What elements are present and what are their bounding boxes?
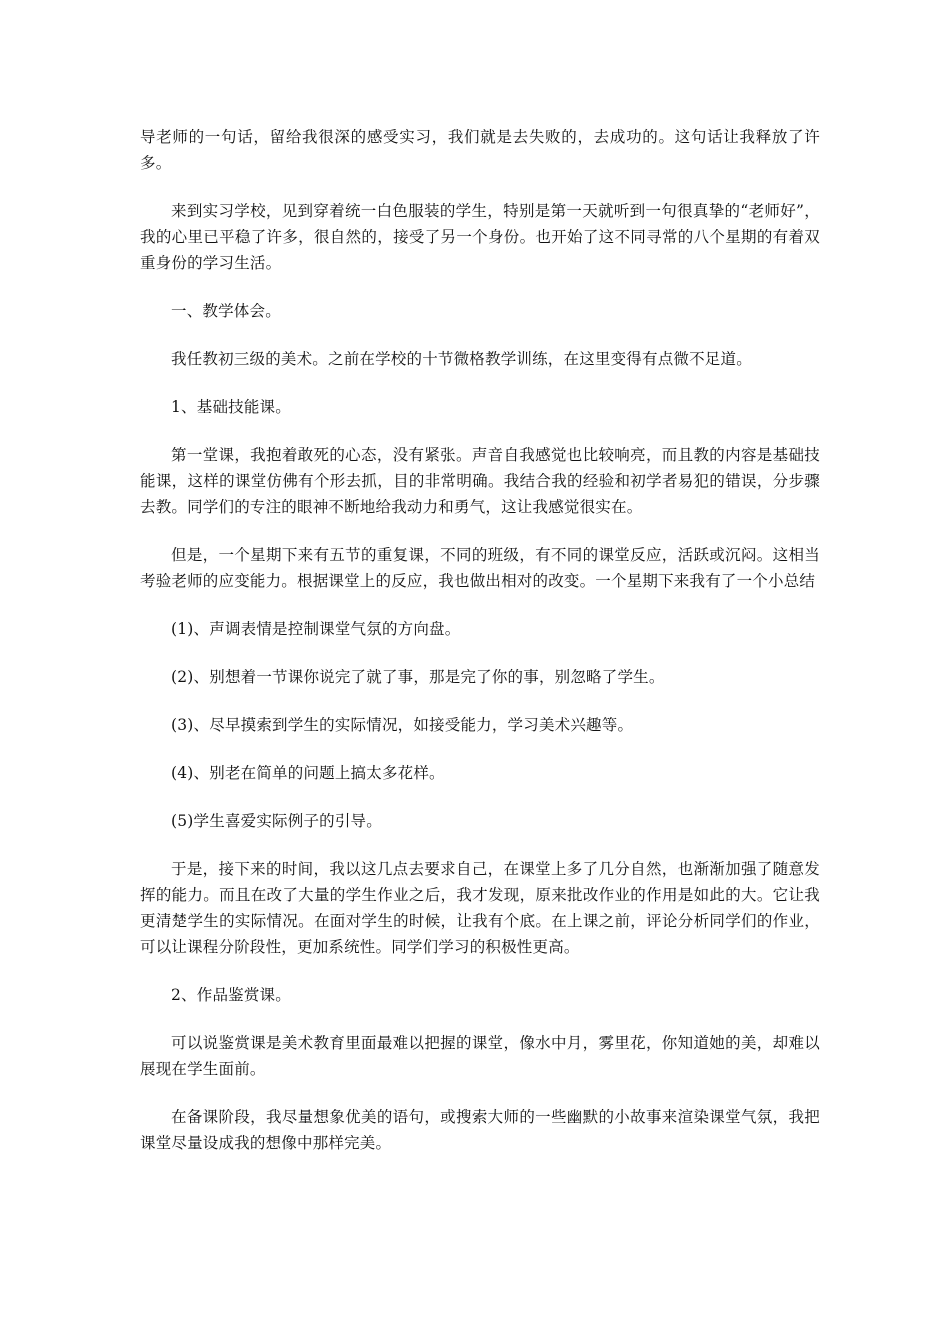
paragraph-afterwards: 于是，接下来的时间，我以这几点去要求自己，在课堂上多了几分自然，也渐渐加强了随意发挥的能力。而且在改了大量的学生作业之后，我才发现，原来批改作业的作用是如此的大。它让我更清楚学生的实际情况。在面对学生的时候，让我有个底。在上课之前，评论分析同学们的作业，可以让课程分阶段性，更加系统性。同学们学习的积极性更高。 [140,860,820,956]
paragraph-appreciation-difficulty: 可以说鉴赏课是美术教育里面最难以把握的课堂，像水中月，雾里花，你知道她的美，却难以展现在学生面前。 [140,1034,820,1078]
summary-item-3: (3)、尽早摸索到学生的实际情况，如接受能力，学习美术兴趣等。 [171,716,634,734]
section-heading-teaching: 一、教学体会。 [171,302,281,320]
paragraph-intro: 导老师的一句话，留给我很深的感受实习，我们就是去失败的，去成功的。这句话让我释放了许多。 [140,128,820,172]
paragraph-arrival: 来到实习学校，见到穿着统一白色服装的学生，特别是第一天就听到一句很真挚的“老师好”，我的心里已平稳了许多，很自然的，接受了另一个身份。也开始了这不同寻常的八个星期的有着双重身份的学习生活。 [140,202,820,272]
paragraph-repeat-classes: 但是，一个星期下来有五节的重复课，不同的班级，有不同的课堂反应，活跃或沉闷。这相当考验老师的应变能力。根据课堂上的反应，我也做出相对的改变。一个星期下来我有了一个小总结 [140,546,820,590]
subsection-heading-basic-skills: 1、基础技能课。 [171,398,291,416]
paragraph-first-class: 第一堂课，我抱着敢死的心态，没有紧张。声音自我感觉也比较响亮，而且教的内容是基础技能课，这样的课堂仿佛有个形去抓，目的非常明确。我结合我的经验和初学者易犯的错误，分步骤去教。同学们的专注的眼神不断地给我动力和勇气，这让我感觉很实在。 [140,446,820,516]
document-body [140,124,820,1178]
summary-item-2: (2)、别想着一节课你说完了就了事，那是完了你的事，别忽略了学生。 [171,668,665,686]
paragraph-teaching-role: 我任教初三级的美术。之前在学校的十节微格教学训练，在这里变得有点微不足道。 [171,350,752,368]
summary-item-4: (4)、别老在简单的问题上搞太多花样。 [171,764,445,782]
paragraph-lesson-preparation: 在备课阶段，我尽量想象优美的语句，或搜索大师的一些幽默的小故事来渲染课堂气氛，我把课堂尽量设成我的想像中那样完美。 [140,1108,820,1152]
summary-item-5: (5)学生喜爱实际例子的引导。 [171,812,382,830]
subsection-heading-appreciation: 2、作品鉴赏课。 [171,986,291,1004]
summary-item-1: (1)、声调表情是控制课堂气氛的方向盘。 [171,620,461,638]
